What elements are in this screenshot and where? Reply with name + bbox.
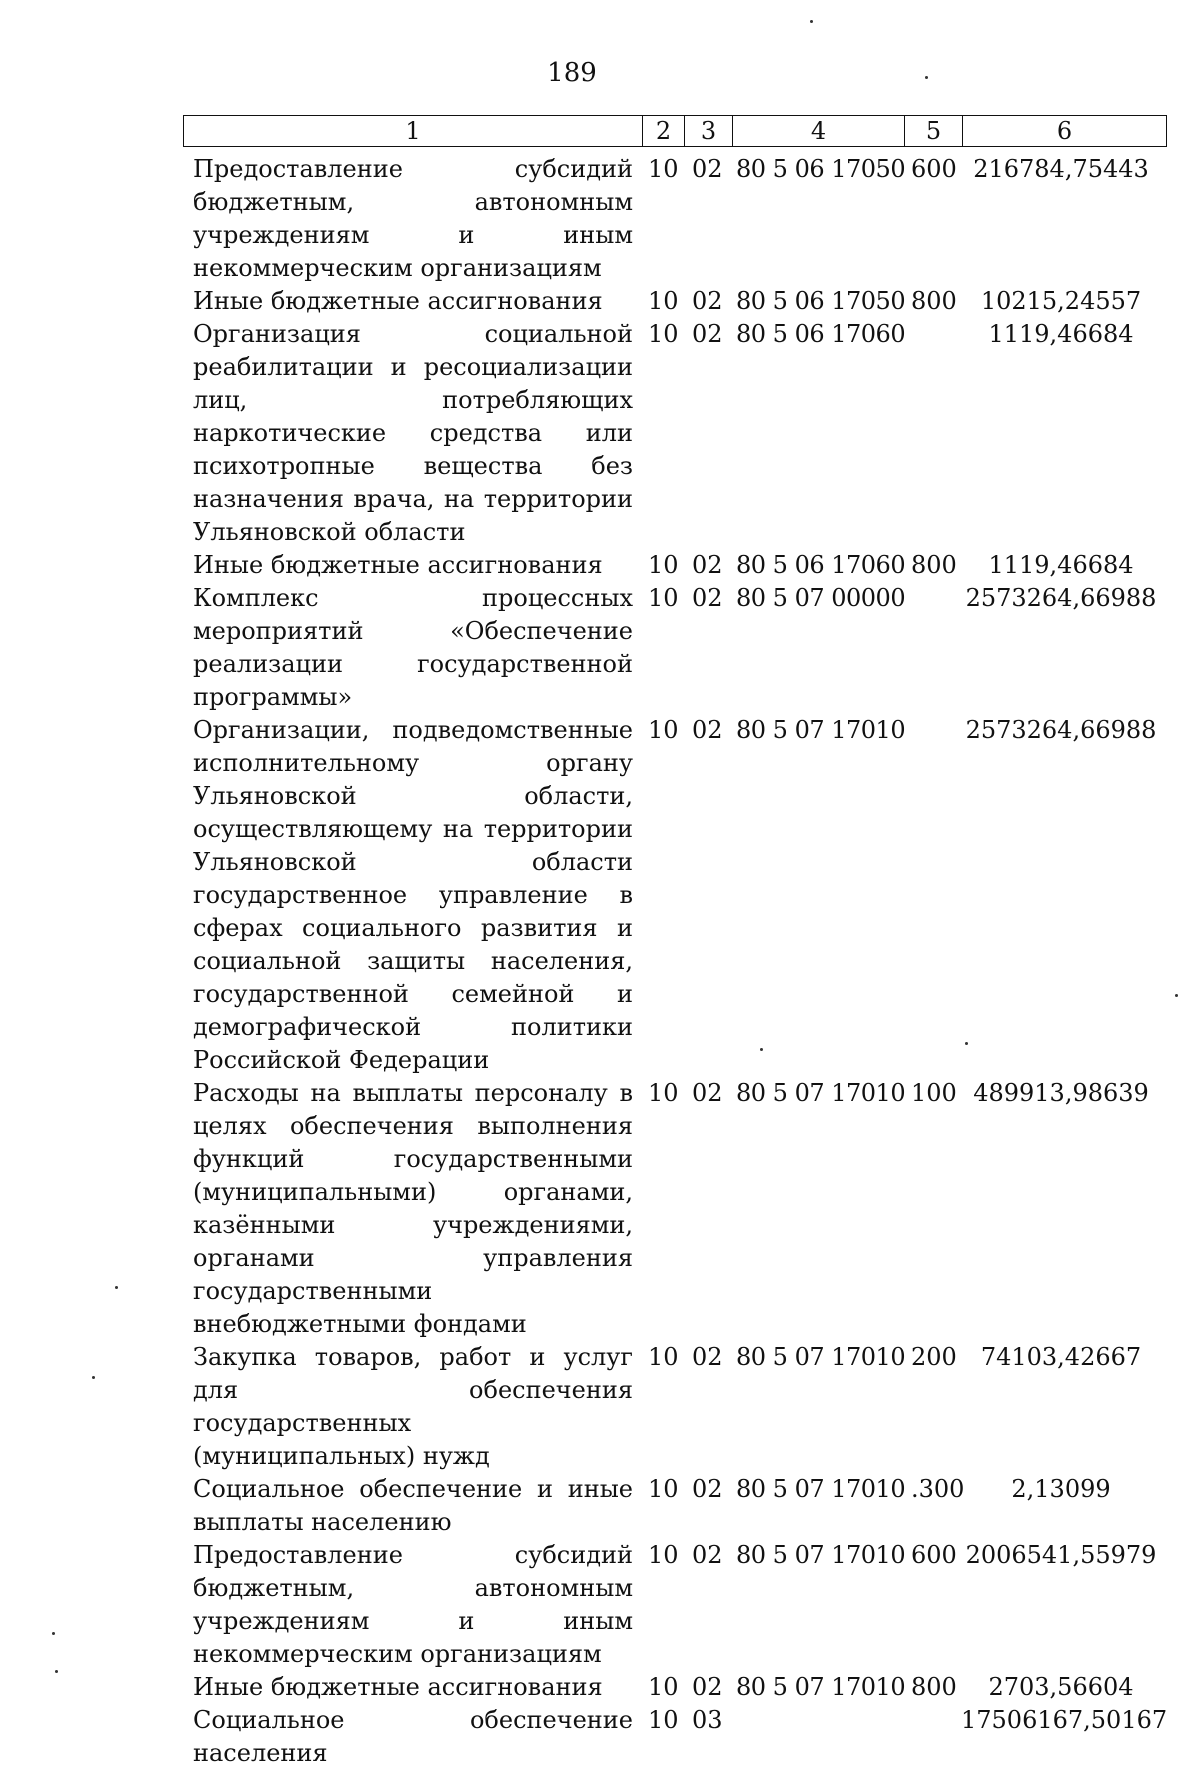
- table-row: [193, 285, 1173, 318]
- scan-speck: [810, 20, 813, 23]
- table-row: [193, 1341, 1173, 1473]
- table-row: [193, 1077, 1173, 1341]
- table-row: [193, 1473, 1173, 1539]
- row-section: 10: [648, 1343, 679, 1371]
- table-header: [183, 115, 1167, 147]
- row-subsection: 02: [692, 584, 723, 612]
- row-target-article: 80 5 06 17060: [736, 551, 906, 579]
- row-section: 10: [648, 1475, 679, 1503]
- row-subsection: 02: [692, 716, 723, 744]
- header-col-3: 3: [685, 116, 733, 146]
- row-subsection: 02: [692, 551, 723, 579]
- table-row: [193, 582, 1173, 714]
- row-codes: [648, 549, 971, 582]
- row-expense-type: 800: [911, 1673, 957, 1701]
- scan-speck: [925, 76, 928, 79]
- row-codes: [648, 1341, 971, 1374]
- row-sum: 2573264,66988: [965, 584, 1157, 612]
- row-name: Закупка товаров, работ и услуг для обеспечения государственных (муниципальных) нужд: [193, 1343, 633, 1470]
- row-sum: 2573264,66988: [965, 716, 1157, 744]
- table-row: [193, 1704, 1173, 1770]
- scan-speck: [55, 1670, 58, 1673]
- row-subsection: 02: [692, 287, 723, 315]
- row-name: Иные бюджетные ассигнования: [193, 1673, 603, 1701]
- row-section: 10: [648, 1541, 679, 1569]
- row-target-article: 80 5 06 17050: [736, 287, 906, 315]
- row-name: Предоставление субсидий бюджетным, автономным учреждениям и иным некоммерческим организациям: [193, 1541, 633, 1668]
- row-sum: 2703,56604: [988, 1673, 1134, 1701]
- row-expense-type: 800: [911, 551, 957, 579]
- row-sum: 10215,24557: [980, 287, 1142, 315]
- row-section: 10: [648, 320, 679, 348]
- row-name: Организации, подведомственные исполнительному органу Ульяновской области, осуществляющему на территории Ульяновской области государственное управление в сферах социального развития и социальной защиты населения, государственной семейной и демографической политики Российской Федерации: [193, 716, 633, 1074]
- row-name: Организация социальной реабилитации и ресоциализации лиц, потребляющих наркотические средства или психотропные вещества без назначения врача, на территории Ульяновской области: [193, 320, 633, 546]
- row-section: 10: [648, 155, 679, 183]
- row-name: Социальное обеспечение и иные выплаты населению: [193, 1475, 633, 1536]
- row-sum: 17506167,50167: [961, 1706, 1168, 1734]
- row-codes: [648, 582, 971, 615]
- row-codes: [648, 714, 971, 747]
- table-body: [193, 153, 1173, 1770]
- row-expense-type: 800: [911, 287, 957, 315]
- row-name: Социальное обеспечение населения: [193, 1706, 633, 1767]
- row-name: Иные бюджетные ассигнования: [193, 287, 603, 315]
- row-target-article: 80 5 07 17010: [736, 1079, 906, 1107]
- table-row: [193, 714, 1173, 1077]
- row-target-article: 80 5 07 00000: [736, 584, 906, 612]
- row-codes: [648, 318, 971, 351]
- row-subsection: 03: [692, 1706, 723, 1734]
- scan-speck: [115, 1286, 118, 1289]
- scan-speck: [52, 1632, 55, 1635]
- row-target-article: 80 5 06 17060: [736, 320, 906, 348]
- row-section: 10: [648, 287, 679, 315]
- row-codes: [648, 1704, 971, 1737]
- row-name: Комплекс процессных мероприятий «Обеспечение реализации государственной программы»: [193, 584, 633, 711]
- row-sum: 1119,46684: [988, 320, 1134, 348]
- row-sum: 489913,98639: [973, 1079, 1149, 1107]
- row-codes: [648, 153, 971, 186]
- row-target-article: 80 5 07 17010: [736, 1343, 906, 1371]
- row-section: 10: [648, 1673, 679, 1701]
- row-section: 10: [648, 584, 679, 612]
- row-subsection: 02: [692, 320, 723, 348]
- row-sum: 2006541,55979: [965, 1541, 1157, 1569]
- scan-speck: [92, 1376, 95, 1379]
- row-subsection: 02: [692, 1541, 723, 1569]
- row-target-article: 80 5 07 17010: [736, 1475, 906, 1503]
- scan-speck: [760, 1048, 763, 1051]
- header-col-2: 2: [643, 116, 685, 146]
- row-codes: [648, 1539, 971, 1572]
- row-name: Расходы на выплаты персоналу в целях обеспечения выполнения функций государственными (муниципальными) органами, казёнными учреждениями, органами управления государственными внебюджетными фондами: [193, 1079, 633, 1338]
- scan-speck: [965, 1042, 968, 1045]
- row-section: 10: [648, 716, 679, 744]
- row-codes: [648, 1473, 971, 1506]
- header-col-4: 4: [733, 116, 905, 146]
- row-subsection: 02: [692, 1673, 723, 1701]
- row-section: 10: [648, 1079, 679, 1107]
- row-section: 10: [648, 551, 679, 579]
- row-target-article: 80 5 07 17010: [736, 1541, 906, 1569]
- header-col-6: 6: [1056, 117, 1073, 145]
- header-col-5: 5: [905, 116, 963, 146]
- scan-speck: [1175, 994, 1178, 997]
- row-sum: 74103,42667: [980, 1343, 1142, 1371]
- row-codes: [648, 1671, 971, 1704]
- table-row: [193, 1671, 1173, 1704]
- table-row: [193, 549, 1173, 582]
- table-row: [193, 318, 1173, 549]
- row-expense-type: 600: [911, 1541, 957, 1569]
- row-sum: 216784,75443: [973, 155, 1149, 183]
- row-sum: 1119,46684: [988, 551, 1134, 579]
- row-expense-type: 100: [911, 1079, 957, 1107]
- row-subsection: 02: [692, 1475, 723, 1503]
- row-target-article: 80 5 07 17010: [736, 716, 906, 744]
- row-subsection: 02: [692, 155, 723, 183]
- row-target-article: 80 5 06 17050: [736, 155, 906, 183]
- row-expense-type: .300: [911, 1475, 965, 1503]
- row-subsection: 02: [692, 1079, 723, 1107]
- table-row: [193, 1539, 1173, 1671]
- row-expense-type: 200: [911, 1343, 957, 1371]
- row-codes: [648, 1077, 971, 1110]
- row-subsection: 02: [692, 1343, 723, 1371]
- row-section: 10: [648, 1706, 679, 1734]
- row-name: Иные бюджетные ассигнования: [193, 551, 603, 579]
- row-name: Предоставление субсидий бюджетным, автономным учреждениям и иным некоммерческим организациям: [193, 155, 633, 282]
- row-sum: 2,13099: [1011, 1475, 1111, 1503]
- table-row: [193, 153, 1173, 285]
- row-target-article: 80 5 07 17010: [736, 1673, 906, 1701]
- header-col-1: 1: [184, 116, 643, 146]
- page-number: 189: [547, 58, 597, 88]
- row-expense-type: 600: [911, 155, 957, 183]
- row-codes: [648, 285, 971, 318]
